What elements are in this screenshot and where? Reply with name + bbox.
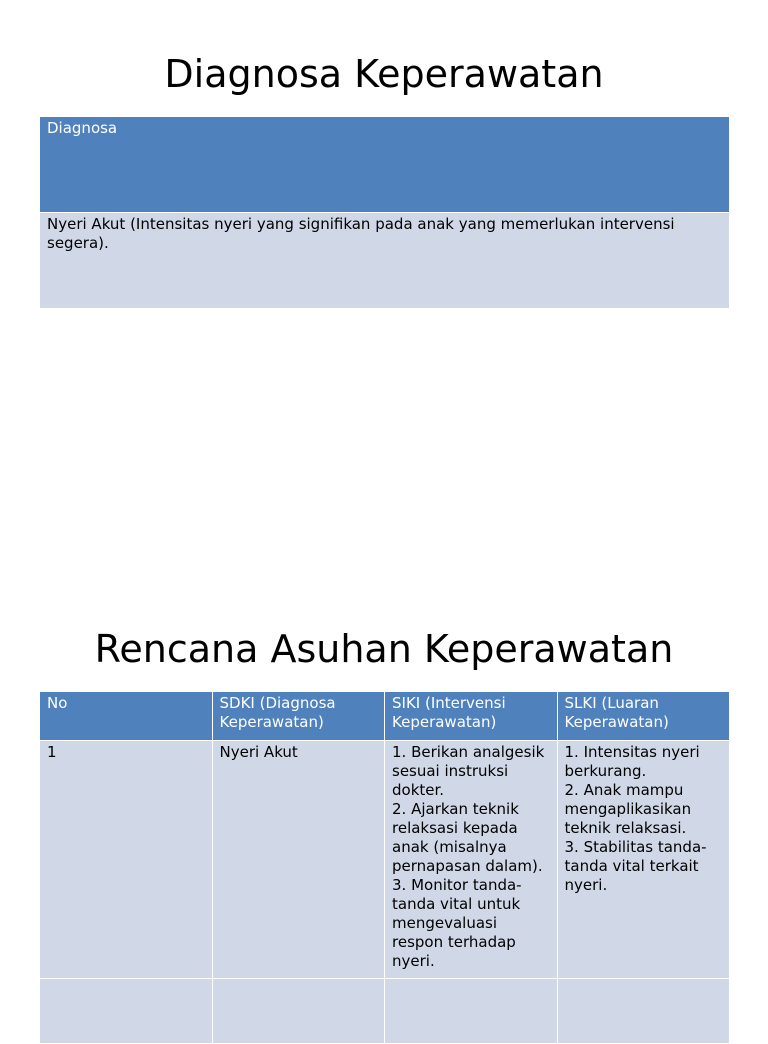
- cell-siki: 1. Berikan analgesik sesuai instruksi dokter. 2. Ajarkan teknik relaksasi kepada anak (misalnya pernapasan dalam). 3. Monitor tanda-tanda vital untuk mengevaluasi respon terhadap nyeri.: [385, 741, 558, 979]
- cell-no: 1: [40, 741, 213, 979]
- table-row: [40, 741, 730, 979]
- table-header-row: [40, 692, 730, 741]
- page-title-rencana: Rencana Asuhan Keperawatan: [94, 627, 674, 671]
- table-row-empty: [40, 979, 730, 1044]
- cell-empty: [40, 979, 213, 1044]
- table-header-row: [40, 117, 730, 213]
- header-no: No: [40, 692, 213, 741]
- header-siki: SIKI (Intervensi Keperawatan): [385, 692, 558, 741]
- diagnosis-table: [39, 116, 730, 309]
- care-plan-table: [39, 691, 730, 1044]
- table-row: [40, 213, 730, 309]
- diagnosis-cell: Nyeri Akut (Intensitas nyeri yang signifikan pada anak yang memerlukan intervensi segera).: [40, 213, 730, 309]
- cell-empty: [557, 979, 730, 1044]
- page-title-diagnosa: Diagnosa Keperawatan: [164, 52, 604, 96]
- header-diagnosa: Diagnosa: [40, 117, 730, 213]
- cell-slki: 1. Intensitas nyeri berkurang. 2. Anak mampu mengaplikasikan teknik relaksasi. 3. Stabilitas tanda-tanda vital terkait nyeri.: [557, 741, 730, 979]
- cell-empty: [212, 979, 385, 1044]
- header-sdki: SDKI (Diagnosa Keperawatan): [212, 692, 385, 741]
- cell-empty: [385, 979, 558, 1044]
- header-slki: SLKI (Luaran Keperawatan): [557, 692, 730, 741]
- cell-sdki: Nyeri Akut: [212, 741, 385, 979]
